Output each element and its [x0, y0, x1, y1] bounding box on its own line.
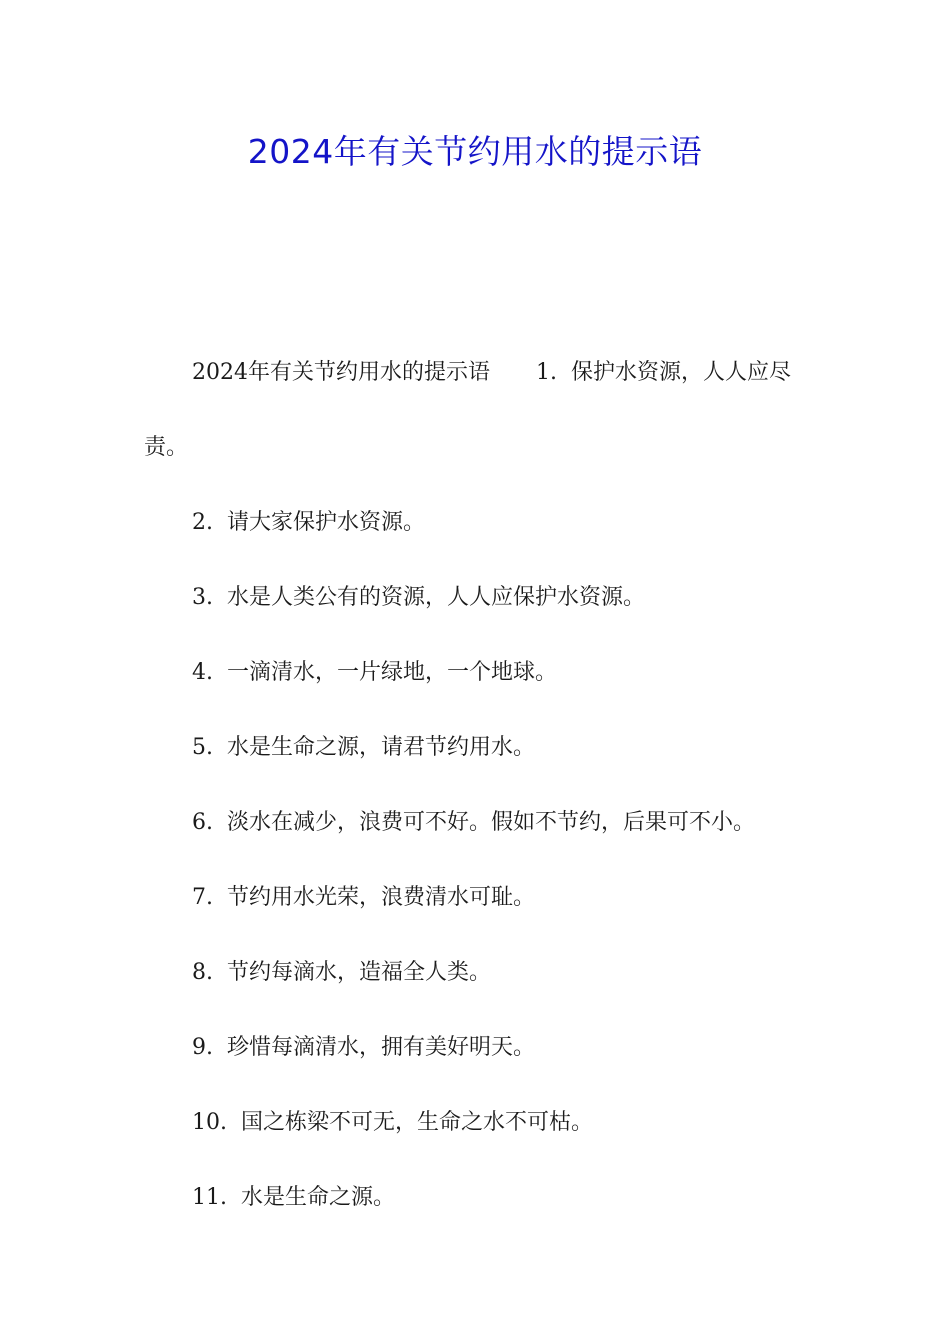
item-number: 7.	[192, 885, 213, 910]
item-text: 淡水在减少，浪费可不好。假如不节约，后果可不小。	[227, 810, 756, 835]
item-text: 节约用水光荣，浪费清水可耻。	[227, 885, 536, 910]
list-item	[144, 635, 812, 710]
list-item	[144, 935, 812, 1010]
intro-heading: 2024年有关节约用水的提示语	[192, 360, 490, 385]
item-number: 11.	[192, 1185, 227, 1210]
list-item	[144, 485, 812, 560]
list-item	[144, 560, 812, 635]
list-item	[144, 710, 812, 785]
item-text: 水是生命之源。	[241, 1185, 396, 1210]
item-text: 水是人类公有的资源，人人应保护水资源。	[227, 585, 646, 610]
item-number: 1.	[536, 360, 557, 385]
item-text: 节约每滴水，造福全人类。	[227, 960, 492, 985]
item-text: 请大家保护水资源。	[227, 510, 426, 535]
item-number: 10.	[192, 1110, 227, 1135]
item-number: 6.	[192, 810, 213, 835]
item-number: 8.	[192, 960, 213, 985]
item-number: 5.	[192, 735, 213, 760]
item-number: 3.	[192, 585, 213, 610]
intro-paragraph	[144, 335, 812, 485]
document-body	[144, 335, 812, 1235]
item-text: 珍惜每滴清水，拥有美好明天。	[227, 1035, 536, 1060]
list-item	[144, 1010, 812, 1085]
item-number: 2.	[192, 510, 213, 535]
list-item	[144, 1160, 812, 1235]
item-text: 保护水资源，人人应尽责。	[144, 360, 792, 460]
item-text: 水是生命之源，请君节约用水。	[227, 735, 536, 760]
list-item	[144, 785, 812, 860]
item-text: 一滴清水，一片绿地，一个地球。	[227, 660, 558, 685]
item-text: 国之栋梁不可无，生命之水不可枯。	[241, 1110, 594, 1135]
item-number: 4.	[192, 660, 213, 685]
list-item	[144, 860, 812, 935]
document-title: 2024年有关节约用水的提示语	[247, 132, 703, 171]
list-item	[144, 1085, 812, 1160]
item-number: 9.	[192, 1035, 213, 1060]
